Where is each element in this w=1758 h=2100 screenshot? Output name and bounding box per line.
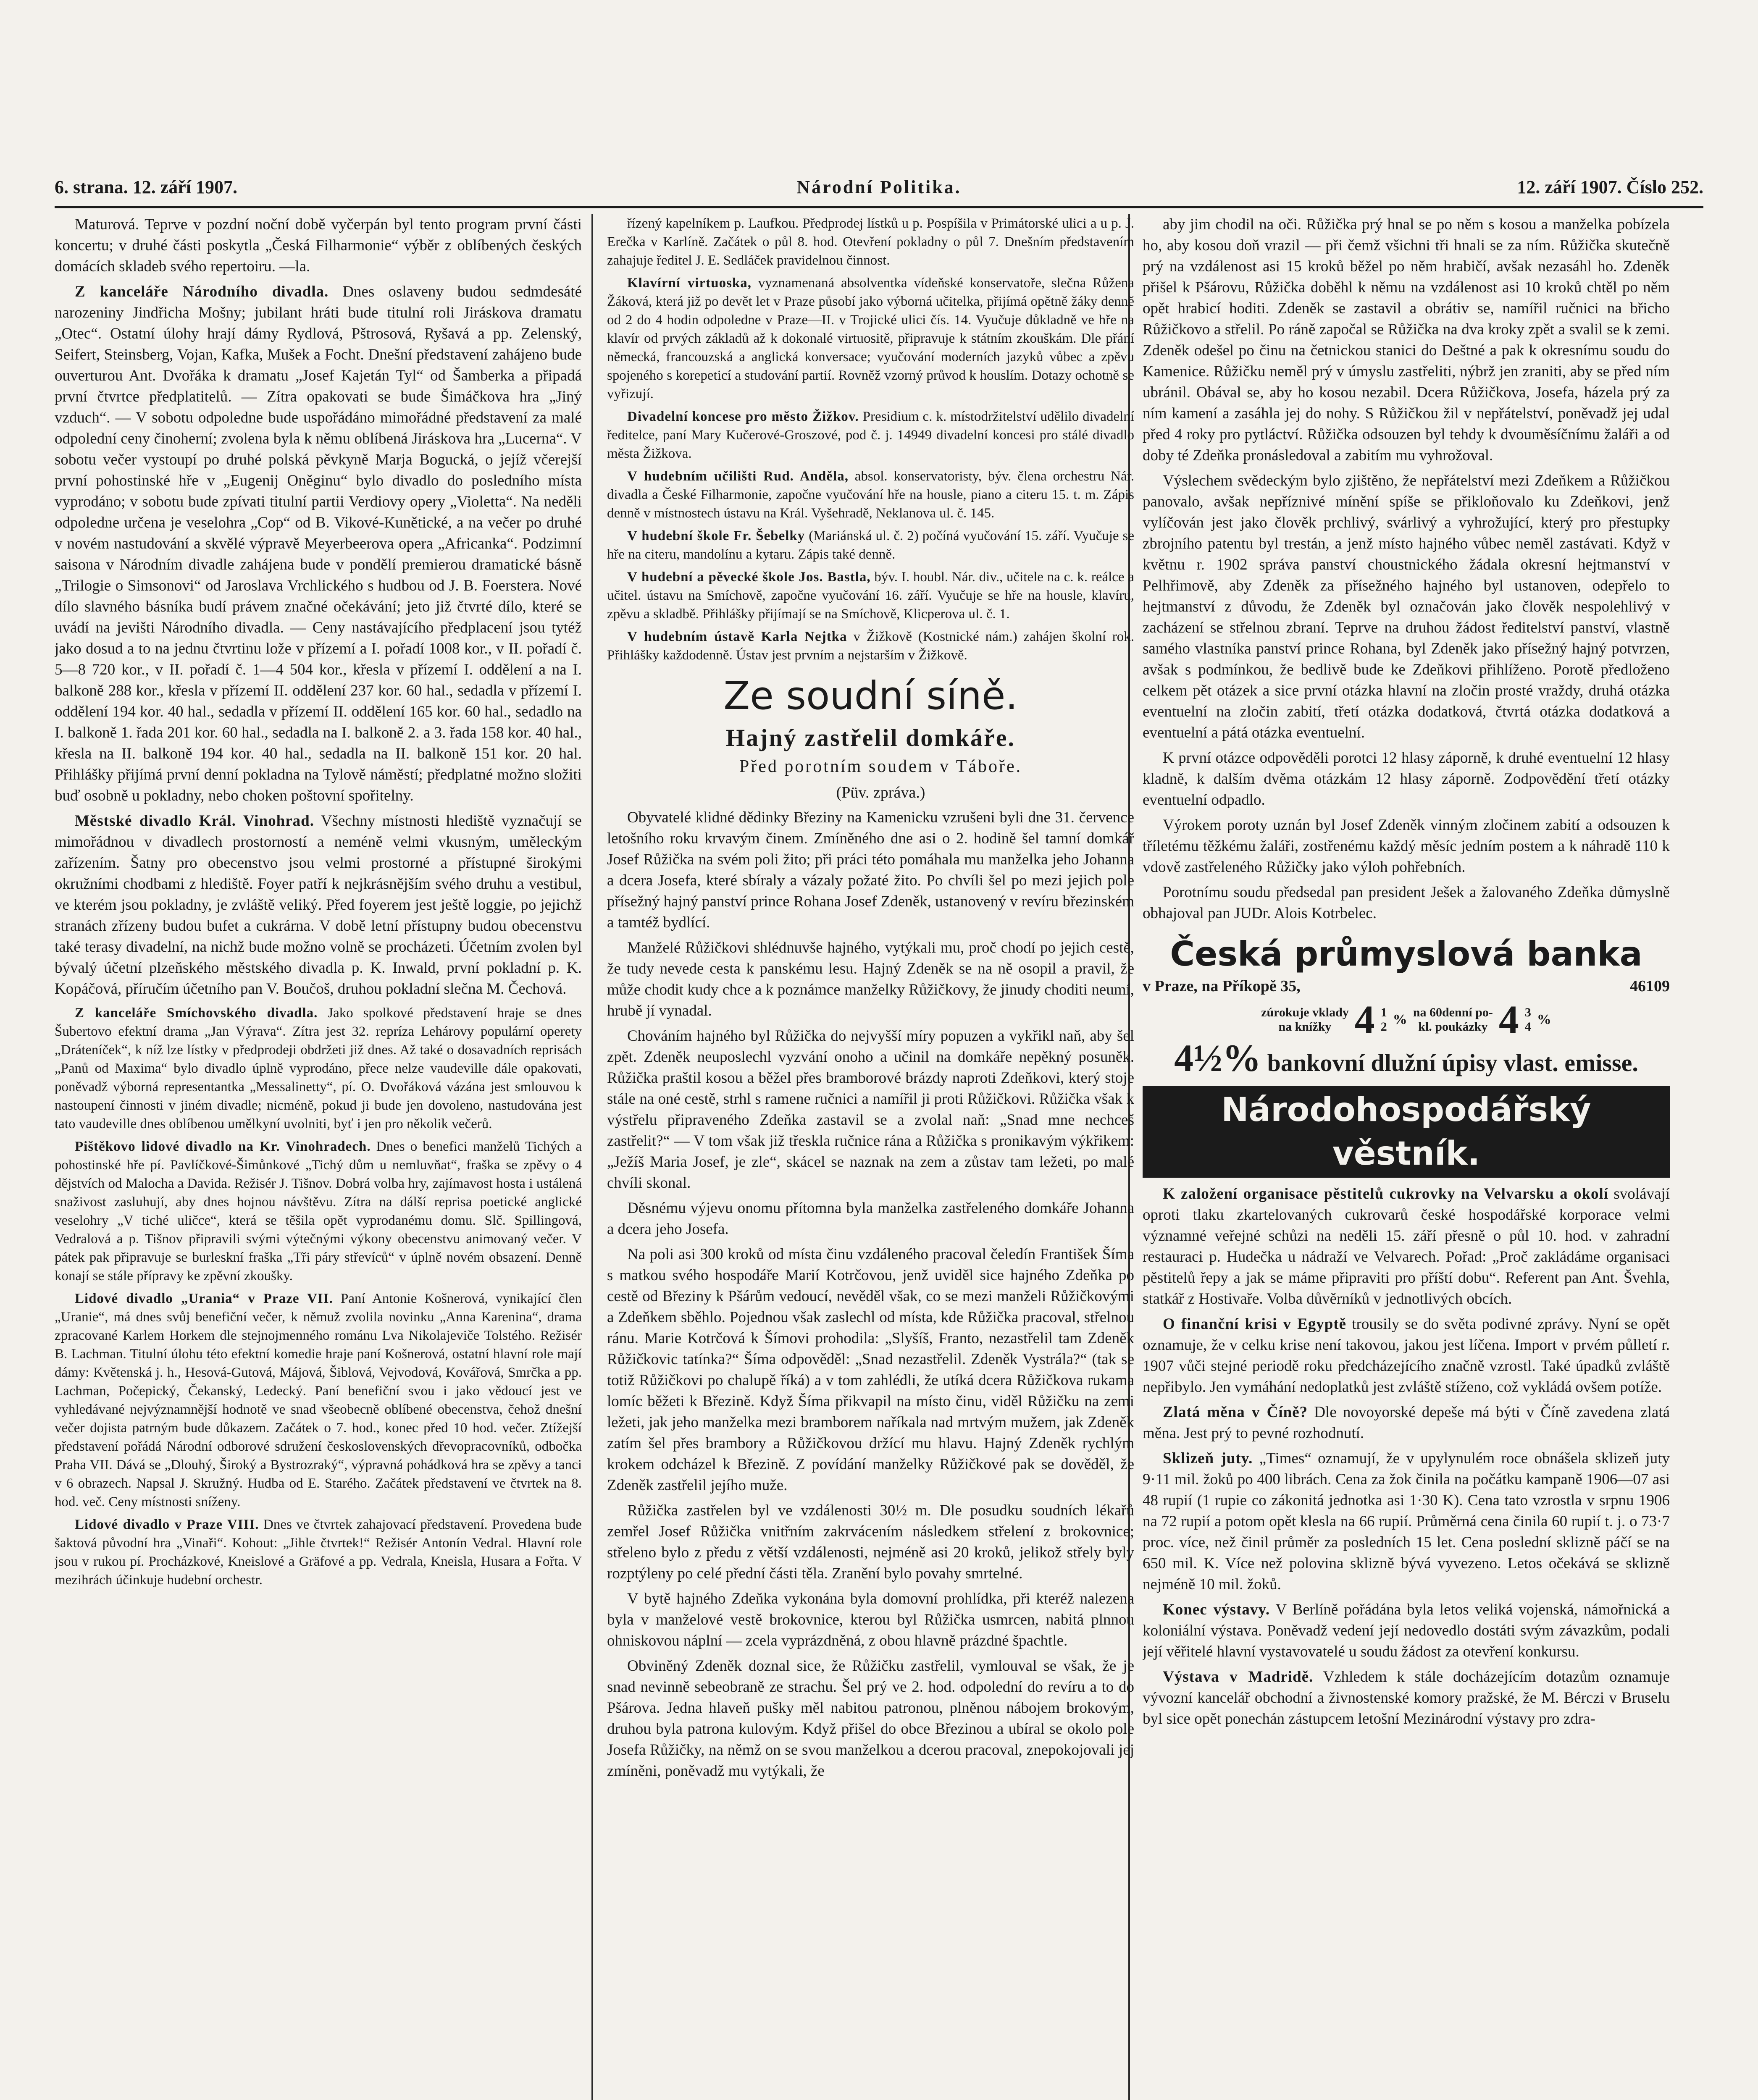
- column-3: [1143, 214, 1670, 2100]
- bank-rate-1: 4: [1354, 997, 1375, 1042]
- court-case-judges: Porotnímu soudu předsedal pan president Ješek a žalovaného Zdeňka důmyslně obhajoval pan JUDr. Alois Kotrbelec.: [1143, 884, 1670, 922]
- court-case-paragraph: Obyvatelé klidné dědinky Březiny na Kamenicku vzrušeni byli dne 31. července letošního roku krvavým činem. Zmíněného dne asi o 2. hodině šel tamní domkář Josef Růžička na svém poli žito; při práci této pomáhala mu manželka jeho Johanna a dcera Josefa, které sbíraly a vázaly požaté žito. Po chvíli šel po mezi jejich pole přísežný hajný panství prince Rohana Josef Zdeněk, ustanovený v revíru březinském a tamtéž bydlící.: [607, 809, 1134, 931]
- article-text: trousily se do světa podivné zprávy. Nyní se opět oznamuje, že v celku krise není takovou, jakou jest líčena. Import v prvém půlletí r. 1907 vůči stejné periodě roku předcházejícího značně vzrostl. Také úpadků zvláště nepřibylo. Jen vymáhání nedoplatků jest zvláště stíženo, což vykládá ovšem potíže.: [1143, 1315, 1670, 1396]
- article-text: Dnes ve čtvrtek zahajovací představení. Provedena bude šaktová původní hra „Vinaři“. Kohout: „Jihle čtvrtek!“ Režisér Antonín Vedral. Hlavní role jsou v rukou pí. Procházkové, Kneislové a Gräfové a pp. Vedrala, Kneisla, Husara a Fořta. V mezihrách účinkuje hudební orchestr.: [55, 1517, 582, 1588]
- article-vinohrady-theatre: [55, 811, 582, 1000]
- court-case-continued: K první otázce odpověděli porotci 12 hlasy záporně, k druhé eventuelní 12 hlasy kladně, k dalším dvěma otázkám 12 hlasy záporně. Zodpovědění třetí otázky eventuelní odpadlo.: [1143, 749, 1670, 808]
- article-text: Presidium c. k. místodržitelství udělilo divadelní ředitelce, paní Mary Kučerové-Groszové, pod č. j. 14949 divadelní koncesi pro stálé divadlo města Žižkova.: [607, 409, 1134, 461]
- article-lead: V hudebním ústavě Karla Nejtka: [627, 629, 847, 644]
- fraction-bottom: 4: [1524, 1020, 1531, 1034]
- article-lead: Lidové divadlo v Praze VIII.: [75, 1517, 259, 1532]
- court-case-paragraph: Chováním hajného byl Růžička do nejvyšší míry popuzen a vykřikl naň, aby šel zpět. Zdeněk neuposlechl vyzvání onoho a učinil na domkáře nepěkný posuněk. Růžička praštil kosou a běžel přes bramborové brázdy naproti Zdeňkovi, který stoje stále na oné cestě, strhl s ramene ručnici a namířil ji proti Růžičkovi. Růžička však k výstřelu připraveného Zdeňka zastavil se a zvolal naň: „Snad mne nechceš zastřelit?“ — V tom však již třeskla ručnice rána a Růžička s pronikavým výkřikem: „Ježíš Maria Josef, je zle“, skácel se naznak na zem a zůstav tam ležeti, po malé chvíli skonal.: [607, 1027, 1134, 1192]
- article-folk-theatre-viii: [55, 1515, 582, 1589]
- newspaper-title: Národní Politika.: [796, 177, 962, 197]
- fraction-bottom: 2: [1380, 1020, 1387, 1034]
- article-bastl-music-school: [607, 568, 1134, 623]
- article-nejtek-music-school: [607, 627, 1134, 664]
- court-case-title: Hajný zastřelil domkáře.: [726, 724, 1015, 751]
- bank-address: v Praze, na Příkopě 35,: [1143, 977, 1301, 995]
- article-lead: V hudební a pěvecké škole Jos. Bastla,: [627, 570, 871, 585]
- article-lead: Pištěkovo lidové divadlo na Kr. Vinohradech.: [75, 1139, 371, 1154]
- article-lead: Konec výstavy.: [1163, 1601, 1270, 1618]
- fraction-top: 1: [1380, 1005, 1387, 1019]
- bank-label-line: na knížky: [1278, 1020, 1332, 1034]
- article-theatre-concession: [607, 407, 1134, 463]
- article-text: Dnes o benefici manželů Tichých a pohostinské hře pí. Pavlíčkové-Šimůnkové „Tichý dům u nemluvňat“, fraška se zpěvy o 4 dějstvích od Malocha a Davida. Režisér J. Tišnov. Dobrá volba hry, zajímavost hosta i ustálená snaživost zasluhují, aby dnes hojnou návštěvu. Zítra na dálší reprisa poetické anglické veselohry „V tiché uličce“, která se těšila opět vyprodanému domu. Slč. Spillingová, Vedralová a p. Tišnov připravili svými výtečnými výkony obecenstvu animovaný večer. V pátek pak připravuje se burleskní fraška „Tři páry střevíců“ v úplně novém obsazení. Denně konají se stále přípravy ke zpěvní zkoušky.: [55, 1139, 582, 1284]
- article-text: Dle novoyorské depeše má býti v Číně zavedena zlatá měna. Jest prý to pevné rozhodnutí.: [1143, 1404, 1670, 1442]
- court-case-continued: aby jim chodil na oči. Růžička prý hnal se po něm s kosou a manželka pobízela ho, aby kosou doň vrazil — při čemž všichni tři hnali se za ním. Růžička skutečně prý na vzdálenost asi 15 kroků běžel po něm hrabičí, avšak nezasáhl ho. Zdeněk přišel k Pšárovu, Růžička doběhl k němu na vzdálenost asi 10 kroků chtěl po něm opět hrabicí hoditi. Zdeněk se zastavil a obrátiv se, namířil ručnici na břicho Růžičkovo a střelil. Po ráně započal se Růžička na dva kroky zpět a svalil se k zemi. Zdeněk odešel po činu na četnickou stanici do Deštné a pak k okresnímu soudu do Kamenice. Růžičku neměl prý v úmyslu zastřeliti, nýbrž jen zraniti, aby se před ním ubránil. Obával se, aby ho kosou nezabil. Dcera Růžičkova, Josefa, házela prý za ním kamení a zasáhla jej do nohy. S Růžičkou žil v nepřátelství, poněvadž jej udal před 4 roky pro pytláctví. Růžička odsouzen byl tehdy k dvouměsíčnímu žaláři a od doby té Zdeňka pronásledoval a zabitím mu vyhrožoval.: [1143, 216, 1670, 464]
- article-lead: K založení organisace pěstitelů cukrovky na Velvarsku a okolí: [1163, 1185, 1609, 1202]
- article-urania-theatre: [55, 1289, 582, 1511]
- article-lead: Klavírní virtuoska,: [627, 276, 752, 291]
- article-lead: V hudební škole Fr. Šebelky: [627, 528, 805, 543]
- section-title-economy: Národohospodářský věstník.: [1143, 1086, 1670, 1178]
- emission-text: bankovní dlužní úpisy vlast. emisse.: [1267, 1049, 1638, 1076]
- court-case-paragraph: Obviněný Zdeněk doznal sice, že Růžičku zastřelil, vymlouval se však, že je snad nevinně sebeobraně ze strachu. Šel prý ve 2. hod. odpolední do revíru a to do Pšárova. Jedna hlaveň pušky měl nabitou patronou, plněnou nábojem brokovým, druhou byla patrona kulovým. Když přišel do obce Březinou a ubíral se okolo pole Josefa Růžičky, na němž on se svou manželkou a dcerou pracoval, znepokojovali jej zmíněni, poněvadž mu vytýkali, že: [607, 1657, 1134, 1780]
- bank-advertisement: [1143, 934, 1670, 1078]
- concert-report-end: Maturová. Teprve v pozdní noční době vyčerpán byl tento program první části koncertu; v druhé části poskytla „Česká Filharmonie“ výběr z oblíbených českých domácích skladeb svého repertoiru. —la.: [55, 216, 582, 275]
- court-case-subtitle: Před porotním soudem v Táboře.: [739, 757, 1022, 776]
- bank-address-line: [1143, 976, 1670, 996]
- article-text: Vzhledem k stále docházejícím dotazům oznamuje vývozní kancelář obchodní a živnostenské komory pražské, že M. Bérczi v Bruselu byl sice opět ponechán zástupcem letošní Mezinárodní výstavy pro zdra-: [1143, 1668, 1670, 1727]
- page-header: [55, 176, 1703, 208]
- court-case-continued: Výslechem svědeckým bylo zjištěno, že nepřátelství mezi Zdeňkem a Růžičkou panovalo, avšak nepříznivé mínění spíše se přikloňovalo ku Zdeňkovi, jenž vylíčován jest jako člověk prchlivý, svárlivý a vyhrožující, který pro přestupky zbrojního patentu byl trestán, a jenž místo hajného vůbec neměl zastávati. Když v květnu r. 1902 správa panství choustnického žádala okresní hejtmanství v Pelhřimově, aby Zdeněk za přísežného hajného byl ustanoven, odepřelo to hejtmanství z důvodu, že Zdeněk byl označován jako člověk nespolehlivý v zacházení se střelnou zbraní. Teprve na druhou žádost ředitelství panství, vlastně samého vlastníka panství prince Rohana, byl Zdeněk jako přísežný hajný potvrzen, avšak s podmínkou, že bedlivě bude ke Zdeňkovi přihlíženo. Porotě předloženo celkem pět otázek a sice první otázka hlavní na zločin prosté vraždy, druhá otázka eventuelní na zločin zabití, třetí otázka dodatková, čtvrtá otázka dodatková a eventuelní a pátá otázka eventuelní.: [1143, 472, 1670, 741]
- article-china-gold: [1143, 1402, 1670, 1444]
- article-smichov-theatre: [55, 1004, 582, 1133]
- article-beet-growers: [1143, 1184, 1670, 1310]
- court-case-verdict: Výrokem poroty uznán byl Josef Zdeněk vinným zločinem zabití a odsouzen k tříletému těžkému žaláři, zostřenému každý měsíc jedním postem a k náhradě 110 k vdově zastřeleného Růžičky jako výloh pohřebních.: [1143, 816, 1670, 876]
- bank-label-deposits: [1261, 1005, 1349, 1034]
- column-rule-1: [591, 214, 593, 2100]
- article-text: Paní Antonie Košnerová, vynikající člen „Uranie“, má dnes svůj benefiční večer, k němuž zvolila novinku „Anna Karenina“, drama zpracované Karlem Horkem dle stejnojmenného románu Lva Nikolajeviče Tolstého. Režisér B. Lachman. Titulní úlohu této efektní komedie hraje paní Košnerová, ostatní hlavní role mají dámy: Květenská j. h., Hesová-Gutová, Májová, Šiblová, Vejvodová, Kovářová, Smrčka a pp. Lachman, Počepický, Čekanský, Ledecký. Paní benefiční svou i jako vědoucí jest ve vyhledávané nejvýznamnější hodnotě ve snad všeobecně oblíbené obecenstva, čehož dnešní večer dojista patrným bude důkazem. Začátek o 7. hod., konec před 10 hod. večer. Ztížejší představení pořádá Národní odborové sdružení československých dřevopracovníků, odbočka Praha VII. Dává se „Dlouhý, Široký a Bystrozraký“, výpravná pohádková hra se zpěvy a tanci v 6 obrazech. Napsal J. Skružný. Hudba od E. Starého. Začátek představení ve čtvrtek na 8. hod. več. Ceny místnosti sníženy.: [55, 1291, 582, 1509]
- article-lead: Z kanceláře Národního divadla.: [75, 283, 329, 300]
- bank-label-notes: [1413, 1005, 1493, 1034]
- bank-label-line: na 60denní po-: [1413, 1005, 1493, 1019]
- header-date-left: 6. strana. 12. září 1907.: [55, 177, 238, 197]
- bank-label-line: zúrokuje vklady: [1261, 1005, 1349, 1019]
- bank-title: Česká průmyslová banka: [1170, 934, 1642, 974]
- court-case-paragraph: V bytě hajného Zdeňka vykonána byla domovní prohlídka, při kteréž nalezena byla v manželové vestě brokovnice, kterou byl Růžička usmrcen, nabitá plnnou ohniskovou náplní — zcela vyprázdněná, z obou hlavně prázdné špachtle.: [607, 1590, 1134, 1649]
- fraction-top: 3: [1524, 1005, 1531, 1019]
- article-text: Dnes oslaveny budou sedmdesáté narozeniny Jindřicha Mošny; jubilant hráti bude titulní roli Jiráskova dramatu „Otec“. Ostatní úlohy hrají dámy Rydlová, Pštrosová, Ryšavá a pp. Zelenský, Seifert, Steinsberg, Vojan, Kafka, Mušek a Focht. Dnešní představení zahájeno bude ouverturou Ant. Dvořáka k dramatu „Josef Kajetán Tyl“ od Šamberka a připadá první čtvrtce předplatitelů. — Zítra opakovati se bude Šimáčkova hra „Jiný vzduch“. — V sobotu odpoledne bude uspořádáno mimořádné představení za malé odpolední ceny činoherní; zvolena byla k němu oblíbená Jiráskova hra „Lucerna“. V sobotu večer vystoupí po druhé polská pěvkyně Marja Bogucká, o jejíž včerejší první pohostinské hře v „Eugenij Oněginu“ bylo divadlo do posledního místa vyprodáno; v sobotu bude zpívati titulní partii Verdiovy opery „Violetta“. Na neděli odpoledne určena je veselohra „Cop“ od B. Vikové-Kunětické, a na večer po druhé v novém nastudování a skvělé výpravě Meyerbeerova opera „Africanka“. Podzimní saisona v Národním divadle zahájena bude v pondělí premierou dramatické básně „Trilogie o Simsonovi“ od Jaroslava Vrchlického s hudbou od J. B. Foerstera. Nové dílo slavného básníka budí právem značné očekávání; jeto již čtvrté dílo, které se uvádí na jevišti Národního divadla. — Ceny nastávajícího předplacení jsou tytéž jako dosud a to na jednu čtvrtinu lože v přízemí a I. pořadí 1008 kor., v II. pořadí č. 5—8 720 kor., v II. pořadí č. 1—4 504 kor., křesla v přízemí I. oddělení a na I. balkoně 288 kor., křesla v přízemí II. oddělení 237 kor. 60 hal., sedadla v přízemí I. oddělení 194 kor. 40 hal., sedadla v přízemí II. oddělení 165 kor. 60 hal., sedadlo na I. balkoně 1. řada 201 kor. 60 hal., sedadla na I. balkoně 2. a 3. řada 158 kor. 40 hal., křesla na II. balkoně 194 kor. 40 hal., sedadla na II. balkoně 151 kor. 20 hal. Přihlášky přijímá první denní pokladna na Tylově náměstí; předplatné možno složiti buď osobně u pokladny, nebo choken poštovní spořitelny.: [55, 283, 582, 804]
- article-lead: Divadelní koncese pro město Žižkov.: [627, 409, 859, 424]
- article-lead: Zlatá měna v Číně?: [1163, 1404, 1308, 1421]
- bank-label-line: kl. poukázky: [1418, 1020, 1488, 1034]
- article-lead: V hudebním učilišti Rud. Anděla,: [627, 469, 849, 484]
- bank-rates: [1143, 997, 1670, 1042]
- article-text: vyznamenaná absolventka vídeňské konservatoře, slečna Růžena Žáková, která již po devět let v Praze působí jako výborná učitelka, přijímá opětně žáky denně od 2 do 4 hodin odpoledne v Praze—II. v Trojické ulici čís. 14. Vyučuje důkladně ve hře na klavír od prvých základů až k dokonalé virtuositě, připravuje k státním zkouškám. Dle přání německá, francouzská a anglická konversace; vyučování moderních jazyků vůbec a zpěvu spojeného s korepeticí a studování partií. Rovněž vzorný průvod k houslím. Dotazy ochotně se vyřizují.: [607, 276, 1134, 402]
- article-madrid-exhibition: [1143, 1667, 1670, 1730]
- article-text: absol. konservatoristy, býv. člena orchestru Nár. divadla a České Filharmonie, započne vyučování hře na housle, piano a citeru 15. t. m. Zápis denně v místnostech ústavu na Král. Vyšehradě, Neklanova ul. č. 145.: [607, 469, 1134, 521]
- article-national-theatre: [55, 281, 582, 806]
- percent-symbol: %: [1537, 1012, 1551, 1027]
- article-egypt-crisis: [1143, 1314, 1670, 1398]
- article-exhibition-end: [1143, 1599, 1670, 1662]
- article-text: svolávají oproti tlaku zkartelovaných cukrovarů české hospodářské korporace velmi významné veřejné schůzi na neděli 15. září přesně o půl 10. hod. v zahradní restauraci p. Hudečka u nádraží ve Velvarech. Pořad: „Proč zakládáme organisaci pěstitelů řepy a jak se máme připraviti pro příští dobu“. Referent pan Ant. Švehla, statkář z Hostivaře. Volba důvěrníků v jednotlivých obcích.: [1143, 1185, 1670, 1307]
- article-text: Všechny místnosti hlediště vyznačují se mimořádnou v divadlech prostorností a neméně velmi vkusným, uměleckým zařízením. Šatny pro obecenstvo jsou velmi prostorné a přístupné širokými okružními chodbami z hlediště. Foyer patří k nejkrásnějším svého druhu a vestibul, ve kterém jsou pokladny, je zvláště veliký. Před foyerem jest ještě loggie, po jejichž stranách zřízeny budou bufet a cukrárna. V době letní přístupny budou obecenstvu také terasy divadelní, na nichž bude možno volně se procházeti. Účetním zvolen byl bývalý účetní plzeňského městského divadla p. K. Inwald, první pokladní p. K. Kopáčová, příručím účetního pan V. Boučoš, druhou pokladní slečna M. Čechová.: [55, 812, 582, 998]
- header-issue-number: 12. září 1907. Číslo 252.: [1517, 177, 1703, 197]
- article-text: býv. I. houbl. Nár. div., učitele na c. k. reálce a učitel. ústavu na Smíchově, započne vyučování 16. září. Vyučuje se hře na housle, klavíru, zpěvu a skladbě. Přihlášky přijímají se na Smíchově, Klicperova ul. č. 1.: [607, 570, 1134, 622]
- court-case-paragraph: Na poli asi 300 kroků od místa činu vzdáleného pracoval čeledín František Šíma s matkou svého hospodáře Marií Kotrčovou, jenž uviděl sice hajného Zdeňka po cestě od Březiny k Pšárům vedoucí, nevěděl však, co se mezi manželi Růžičkovými a Zdeňkem sběhlo. Pojednou však zaslechl od místa, kde Růžička pracoval, střelnou ránu. Marie Kotrčová k Šímovi prohodila: „Slyšíš, Franto, nezastřelil tam Zdeněk Růžičkovic tatínka?“ Šíma odpověděl: „Snad nezastřelil. Zdeněk Vystrála?“ (tak se totiž Růžičkovi po chalupě říká) a v tom zahlédli, že utíká dcera Růžičkova rukama lomíc běžeti k Březině. Když Šíma přikvapil na místo činu, viděl Růžičku na zemi ležeti, jak jeho manželka mezi bramborem naříkala nad mrtvým mužem, jak Zdeněk zatím šel přes brambory a Růžičkovou držící mu hlavu. Hajný Zdeněk rychlým krokem odcházel k Březině. Z povídání manželky Růžičkové pak se dověděl, že Zdeněk zastřelil jejího muže.: [607, 1246, 1134, 1494]
- article-lead: Sklizeň juty.: [1163, 1450, 1253, 1467]
- bank-number: 46109: [1630, 977, 1670, 995]
- article-text: V Berlíně pořádána byla letos veliká vojenská, námořnická a koloniální výstava. Poněvadž vedení její nedovedlo dostáti svým závazkům, podali její věřitelé hlavní vystavovatelé u soudu žádost za otevření konkursu.: [1143, 1601, 1670, 1660]
- article-text: (Mariánská ul. č. 2) počíná vyučování 15. září. Vyučuje se hře na citeru, mandolínu a kytaru. Zápis také denně.: [607, 528, 1134, 562]
- article-lead: Výstava v Madridě.: [1163, 1668, 1314, 1685]
- article-sebelka-music-school: [607, 527, 1134, 564]
- article-andel-music-school: [607, 467, 1134, 522]
- article-lead: Z kanceláře Smíchovského divadla.: [75, 1005, 318, 1021]
- court-case-paragraph: Manželé Růžičkovi shlédnuvše hajného, vytýkali mu, proč chodí po jejich cestě, že tudy nevede cesta k panskému lesu. Hajný Zdeněk se na ně osopil a pravil, že může chodit kudy chce a k poznámce manželky Růžičkovy, že jinudy choditi neumí, hrubě jí vynadal.: [607, 939, 1134, 1019]
- article-pistek-theatre: [55, 1137, 582, 1285]
- court-case-source: (Püv. zpráva.): [836, 784, 925, 801]
- article-lead: Městské divadlo Král. Vinohrad.: [75, 812, 314, 830]
- article-piano-virtuoso: [607, 274, 1134, 403]
- percent-symbol: %: [1393, 1012, 1407, 1027]
- column-1: [55, 214, 582, 2100]
- article-text: „Times“ oznamují, že v upylynulém roce obnášela sklizeň juty 9·11 mil. žoků po 400 librách. Cena za žok činila na počátku kampaně 1906—07 asi 48 rupií (1 rupie co zákonitá jednotka asi 1·30 K). Cena tato vzrostla v srpnu 1906 na 72 rupií a potom opět klesla na 66 rupií. Průměrná cena činila 60 rupií t. j. o 73·7 proc. více, než činil průměr za posledních 15 let. Cena poslední sklizně páčí se na 650 mil. K. Více než polovina sklizně bývá vyvezeno. Letos očekává se sklizně nejméně 10 mil. žoků.: [1143, 1450, 1670, 1593]
- column-2: [607, 214, 1134, 2100]
- bank-rate-2: 4: [1498, 997, 1519, 1042]
- section-title-court: Ze soudní síně.: [723, 673, 1018, 718]
- article-text: Jako spolkové představení hraje se dnes Šubertovo efektní drama „Jan Výrava“. Zítra jest 32. repríza Lehárovy populární operety „Dráteníček“, k níž lze lístky v předprodeji obdržeti již dnes. Až také o dosavadních reprisách „Panů od Maxima“ bylo divadlo úplně vyprodáno, přece nelze vaudeville dále opakovati, poněvadž výborná representantka „Messalinetty“, pí. O. Dvořáková vázána jest smlouvou k nastoupení činnosti v jiném divadle; nicméně, pokud ji bude jen dovoleno, nastudována jest tato vaudeville dnes oblíbenou umělkyní uvolniti, byť i jen pro několik večerů.: [55, 1005, 582, 1131]
- court-case-paragraph: Děsnému výjevu onomu přítomna byla manželka zastřeleného domkáře Johanna a dcera jeho Josefa.: [607, 1200, 1134, 1238]
- bank-emission-line: [1143, 1037, 1670, 1079]
- article-text: v Žižkově (Kostnické nám.) zahájen školní rok. Přihlášky každodenně. Ústav jest prvním a nejstarším v Žižkově.: [607, 629, 1134, 663]
- bank-rate-2-fraction: [1525, 1005, 1531, 1034]
- article-jute-harvest: [1143, 1448, 1670, 1595]
- article-lead: O finanční krisi v Egyptě: [1163, 1315, 1347, 1333]
- theatre-report-end: řízený kapelníkem p. Laufkou. Předprodej lístků u p. Pospíšila v Primátorské ulici a u p. J. Erečka v Karlíně. Začátek o půl 8. hod. Otevření pokladny o půl 7. Dnešním představením zahajuje ředitel J. E. Sedláček pravidelnou činnost.: [607, 216, 1134, 268]
- bank-rate-1-fraction: [1381, 1005, 1387, 1034]
- emission-rate: 4½%: [1174, 1037, 1261, 1079]
- article-lead: Lidové divadlo „Urania“ v Praze VII.: [75, 1291, 333, 1306]
- court-case-paragraph: Růžička zastřelen byl ve vzdálenosti 30½ m. Dle posudku soudních lékařů zemřel Josef Růžička vnitřním zakrvácením následkem střelení z brokovnice; střeleno bylo z předu z větší vzdálenosti, nejméně asi 20 kroků, jelikož střely byly rozptýleny po celé přední části těla. Zranění bylo povahy smrtelné.: [607, 1502, 1134, 1582]
